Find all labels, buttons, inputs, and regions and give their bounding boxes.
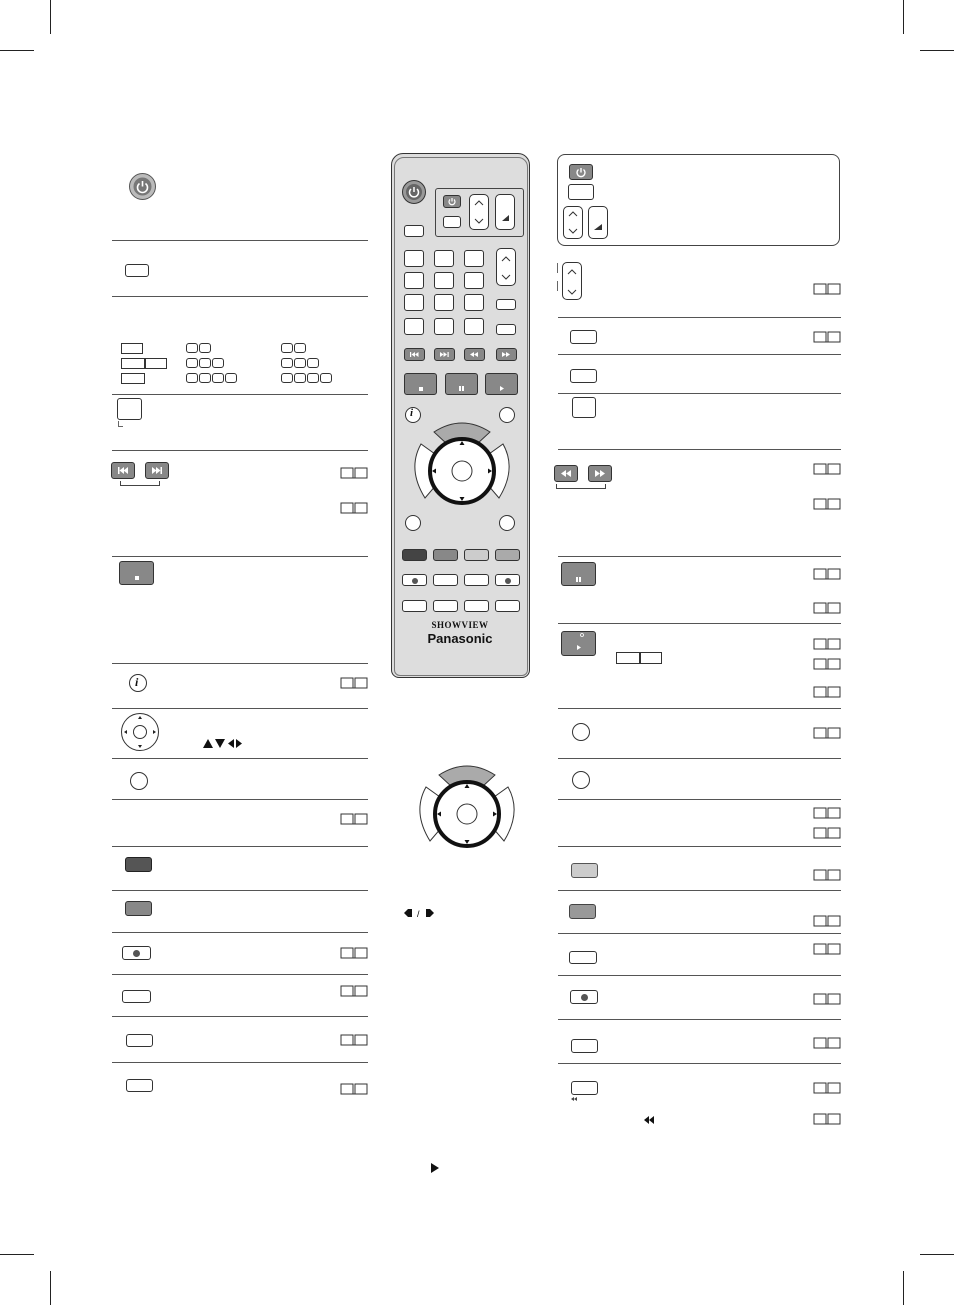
crop-mark	[920, 1254, 954, 1255]
divider	[112, 394, 368, 395]
number-button	[434, 318, 454, 335]
power-icon	[444, 196, 460, 207]
rewind-icon	[465, 349, 484, 360]
divider	[112, 890, 368, 891]
remote-control	[391, 153, 530, 678]
play-button	[485, 373, 518, 395]
round-button	[572, 771, 590, 789]
pause-button	[445, 373, 478, 395]
svg-text:/: /	[417, 909, 420, 918]
reference-book-icon	[813, 497, 841, 511]
divider	[112, 846, 368, 847]
info-icon: i	[135, 675, 139, 689]
tv-power-button	[569, 164, 593, 180]
record-icon	[133, 950, 140, 957]
showview-label: SHOWVIEW	[431, 620, 489, 630]
rect-button	[126, 1079, 153, 1092]
chevron-icon	[497, 249, 515, 285]
info-icon: i	[410, 407, 414, 419]
small-button	[496, 299, 516, 310]
number-button	[404, 318, 424, 335]
rect-button	[125, 264, 149, 277]
skip-next-button	[145, 462, 169, 479]
crop-mark	[50, 1271, 51, 1305]
divider	[112, 932, 368, 933]
record-icon	[581, 994, 588, 1001]
number-button	[434, 294, 454, 311]
channel-rocker	[562, 262, 582, 300]
divider	[558, 623, 841, 624]
key-combo-button	[640, 652, 662, 664]
reference-book-icon	[340, 501, 368, 515]
record-button	[122, 946, 151, 960]
bracket-mark	[557, 281, 558, 291]
number-button	[404, 294, 424, 311]
record-button	[402, 574, 427, 586]
bracket-mark	[556, 484, 606, 489]
round-button	[572, 723, 590, 741]
number-button	[464, 272, 484, 289]
reference-book-icon	[340, 984, 368, 998]
divider	[558, 846, 841, 847]
volume-icon	[496, 195, 514, 229]
channel-rocker	[496, 248, 516, 286]
divider	[112, 296, 368, 297]
record-icon	[412, 578, 418, 584]
chevron-icon	[563, 263, 581, 299]
reference-book-icon	[813, 826, 841, 840]
rect-button	[571, 1039, 598, 1053]
reference-book-icon	[813, 567, 841, 581]
rect-button	[570, 369, 597, 383]
reference-book-icon	[813, 282, 841, 296]
divider	[558, 556, 841, 557]
power-button	[402, 180, 426, 204]
power-icon	[403, 181, 425, 203]
navigation-pad-detail	[407, 757, 527, 857]
number-button	[464, 294, 484, 311]
fast-forward-button	[496, 348, 517, 361]
skip-prev-icon	[112, 463, 134, 478]
stop-button	[119, 561, 154, 585]
reference-book-icon	[813, 1081, 841, 1095]
crop-mark	[903, 1271, 904, 1305]
rewind-button	[554, 465, 578, 482]
crop-mark	[0, 1254, 34, 1255]
small-button	[433, 574, 458, 586]
rect-button	[571, 1081, 598, 1095]
divider	[558, 890, 841, 891]
bracket-mark	[118, 421, 123, 427]
divider	[558, 933, 841, 934]
tv-power-button	[443, 195, 461, 208]
skip-next-button	[434, 348, 455, 361]
number-button	[464, 250, 484, 267]
small-button	[404, 225, 424, 237]
skip-prev-button	[111, 462, 135, 479]
rewind-button	[464, 348, 485, 361]
round-button	[405, 515, 421, 531]
divider	[558, 1019, 841, 1020]
tv-volume-rocker	[588, 206, 608, 239]
divider	[112, 758, 368, 759]
small-button	[433, 600, 458, 612]
rect-button	[570, 330, 597, 344]
square-button	[572, 397, 596, 418]
pause-icon	[576, 577, 578, 582]
divider	[112, 556, 368, 557]
bracket-mark	[557, 263, 558, 273]
divider	[558, 393, 841, 394]
crop-mark	[920, 50, 954, 51]
divider	[112, 450, 368, 451]
yellow-button	[464, 549, 489, 561]
skip-next-icon	[146, 463, 168, 478]
crop-mark	[903, 0, 904, 34]
reference-book-icon	[813, 992, 841, 1006]
divider	[558, 449, 841, 450]
tv-channel-rocker	[563, 206, 583, 239]
key-combo-button	[616, 652, 640, 664]
fast-forward-icon	[589, 466, 611, 481]
number-button	[464, 318, 484, 335]
small-button	[496, 324, 516, 335]
volume-icon	[589, 207, 607, 238]
stop-button	[404, 373, 437, 395]
divider	[112, 708, 368, 709]
frame-step-icon	[402, 908, 438, 918]
direction-arrows-icon	[122, 714, 158, 750]
navigation-pad	[403, 414, 521, 514]
reference-book-icon	[813, 868, 841, 882]
divider	[112, 240, 368, 241]
record-button	[570, 990, 598, 1004]
rect-button	[569, 951, 597, 964]
power-icon	[130, 174, 155, 199]
red-button	[402, 549, 427, 561]
rewind-icon	[571, 1097, 577, 1101]
play-button	[561, 631, 596, 656]
divider	[558, 354, 841, 355]
divider	[112, 663, 368, 664]
tv-input-button	[443, 216, 461, 228]
fast-forward-button	[588, 465, 612, 482]
info-button	[129, 674, 147, 692]
divider	[558, 708, 841, 709]
power-button	[129, 173, 156, 200]
red-button	[125, 857, 152, 872]
reference-book-icon	[340, 1082, 368, 1096]
divider	[112, 1016, 368, 1017]
green-button	[433, 549, 458, 561]
reference-book-icon	[813, 1112, 841, 1126]
play-icon	[562, 632, 595, 655]
tv-volume-rocker	[495, 194, 515, 230]
reference-book-icon	[340, 466, 368, 480]
brand-logo: Panasonic	[427, 631, 493, 646]
green-button	[125, 901, 152, 916]
tv-input-button	[568, 184, 594, 200]
divider	[558, 758, 841, 759]
reference-book-icon	[813, 914, 841, 928]
square-button	[117, 398, 142, 420]
crop-mark	[50, 0, 51, 34]
rect-button	[126, 1034, 153, 1047]
reference-book-icon	[340, 946, 368, 960]
small-button	[495, 600, 520, 612]
skip-next-icon	[435, 349, 454, 360]
stop-icon	[419, 387, 423, 391]
record-icon	[505, 578, 511, 584]
blue-button	[495, 549, 520, 561]
chevron-icon	[470, 195, 488, 229]
pause-icon	[459, 386, 461, 391]
reference-book-icon	[813, 942, 841, 956]
divider	[112, 1062, 368, 1063]
reference-book-icon	[340, 812, 368, 826]
record-button	[495, 574, 520, 586]
divider	[112, 799, 368, 800]
reference-book-icon	[813, 657, 841, 671]
divider	[558, 975, 841, 976]
yellow-button	[571, 863, 598, 878]
fast-forward-icon	[497, 349, 516, 360]
crop-mark	[0, 50, 34, 51]
skip-prev-icon	[405, 349, 424, 360]
round-button	[130, 772, 148, 790]
divider	[558, 799, 841, 800]
divider	[558, 1063, 841, 1064]
divider	[558, 317, 841, 318]
divider	[112, 974, 368, 975]
number-button	[404, 272, 424, 289]
reference-book-icon	[813, 685, 841, 699]
small-button	[464, 574, 489, 586]
small-button	[464, 600, 489, 612]
reference-book-icon	[813, 462, 841, 476]
tv-channel-rocker	[469, 194, 489, 230]
power-icon	[570, 165, 592, 179]
play-icon	[486, 374, 517, 394]
reference-book-icon	[340, 1033, 368, 1047]
reference-book-icon	[813, 601, 841, 615]
small-button	[402, 600, 427, 612]
navigation-pad	[121, 713, 159, 751]
stop-icon	[135, 576, 139, 580]
play-icon	[430, 1163, 440, 1173]
pause-button	[561, 562, 596, 586]
number-button	[434, 250, 454, 267]
bracket-mark	[120, 481, 160, 486]
number-button	[434, 272, 454, 289]
rewind-icon	[644, 1116, 654, 1124]
number-button	[404, 250, 424, 267]
rect-button	[122, 990, 151, 1003]
blue-button	[569, 904, 596, 919]
reference-book-icon	[813, 1036, 841, 1050]
skip-prev-button	[404, 348, 425, 361]
reference-book-icon	[813, 726, 841, 740]
reference-book-icon	[813, 637, 841, 651]
chevron-icon	[564, 207, 582, 238]
reference-book-icon	[813, 806, 841, 820]
reference-book-icon	[340, 676, 368, 690]
direction-arrows-icon	[202, 737, 244, 749]
rewind-icon	[555, 466, 577, 481]
round-button	[499, 515, 515, 531]
reference-book-icon	[813, 330, 841, 344]
